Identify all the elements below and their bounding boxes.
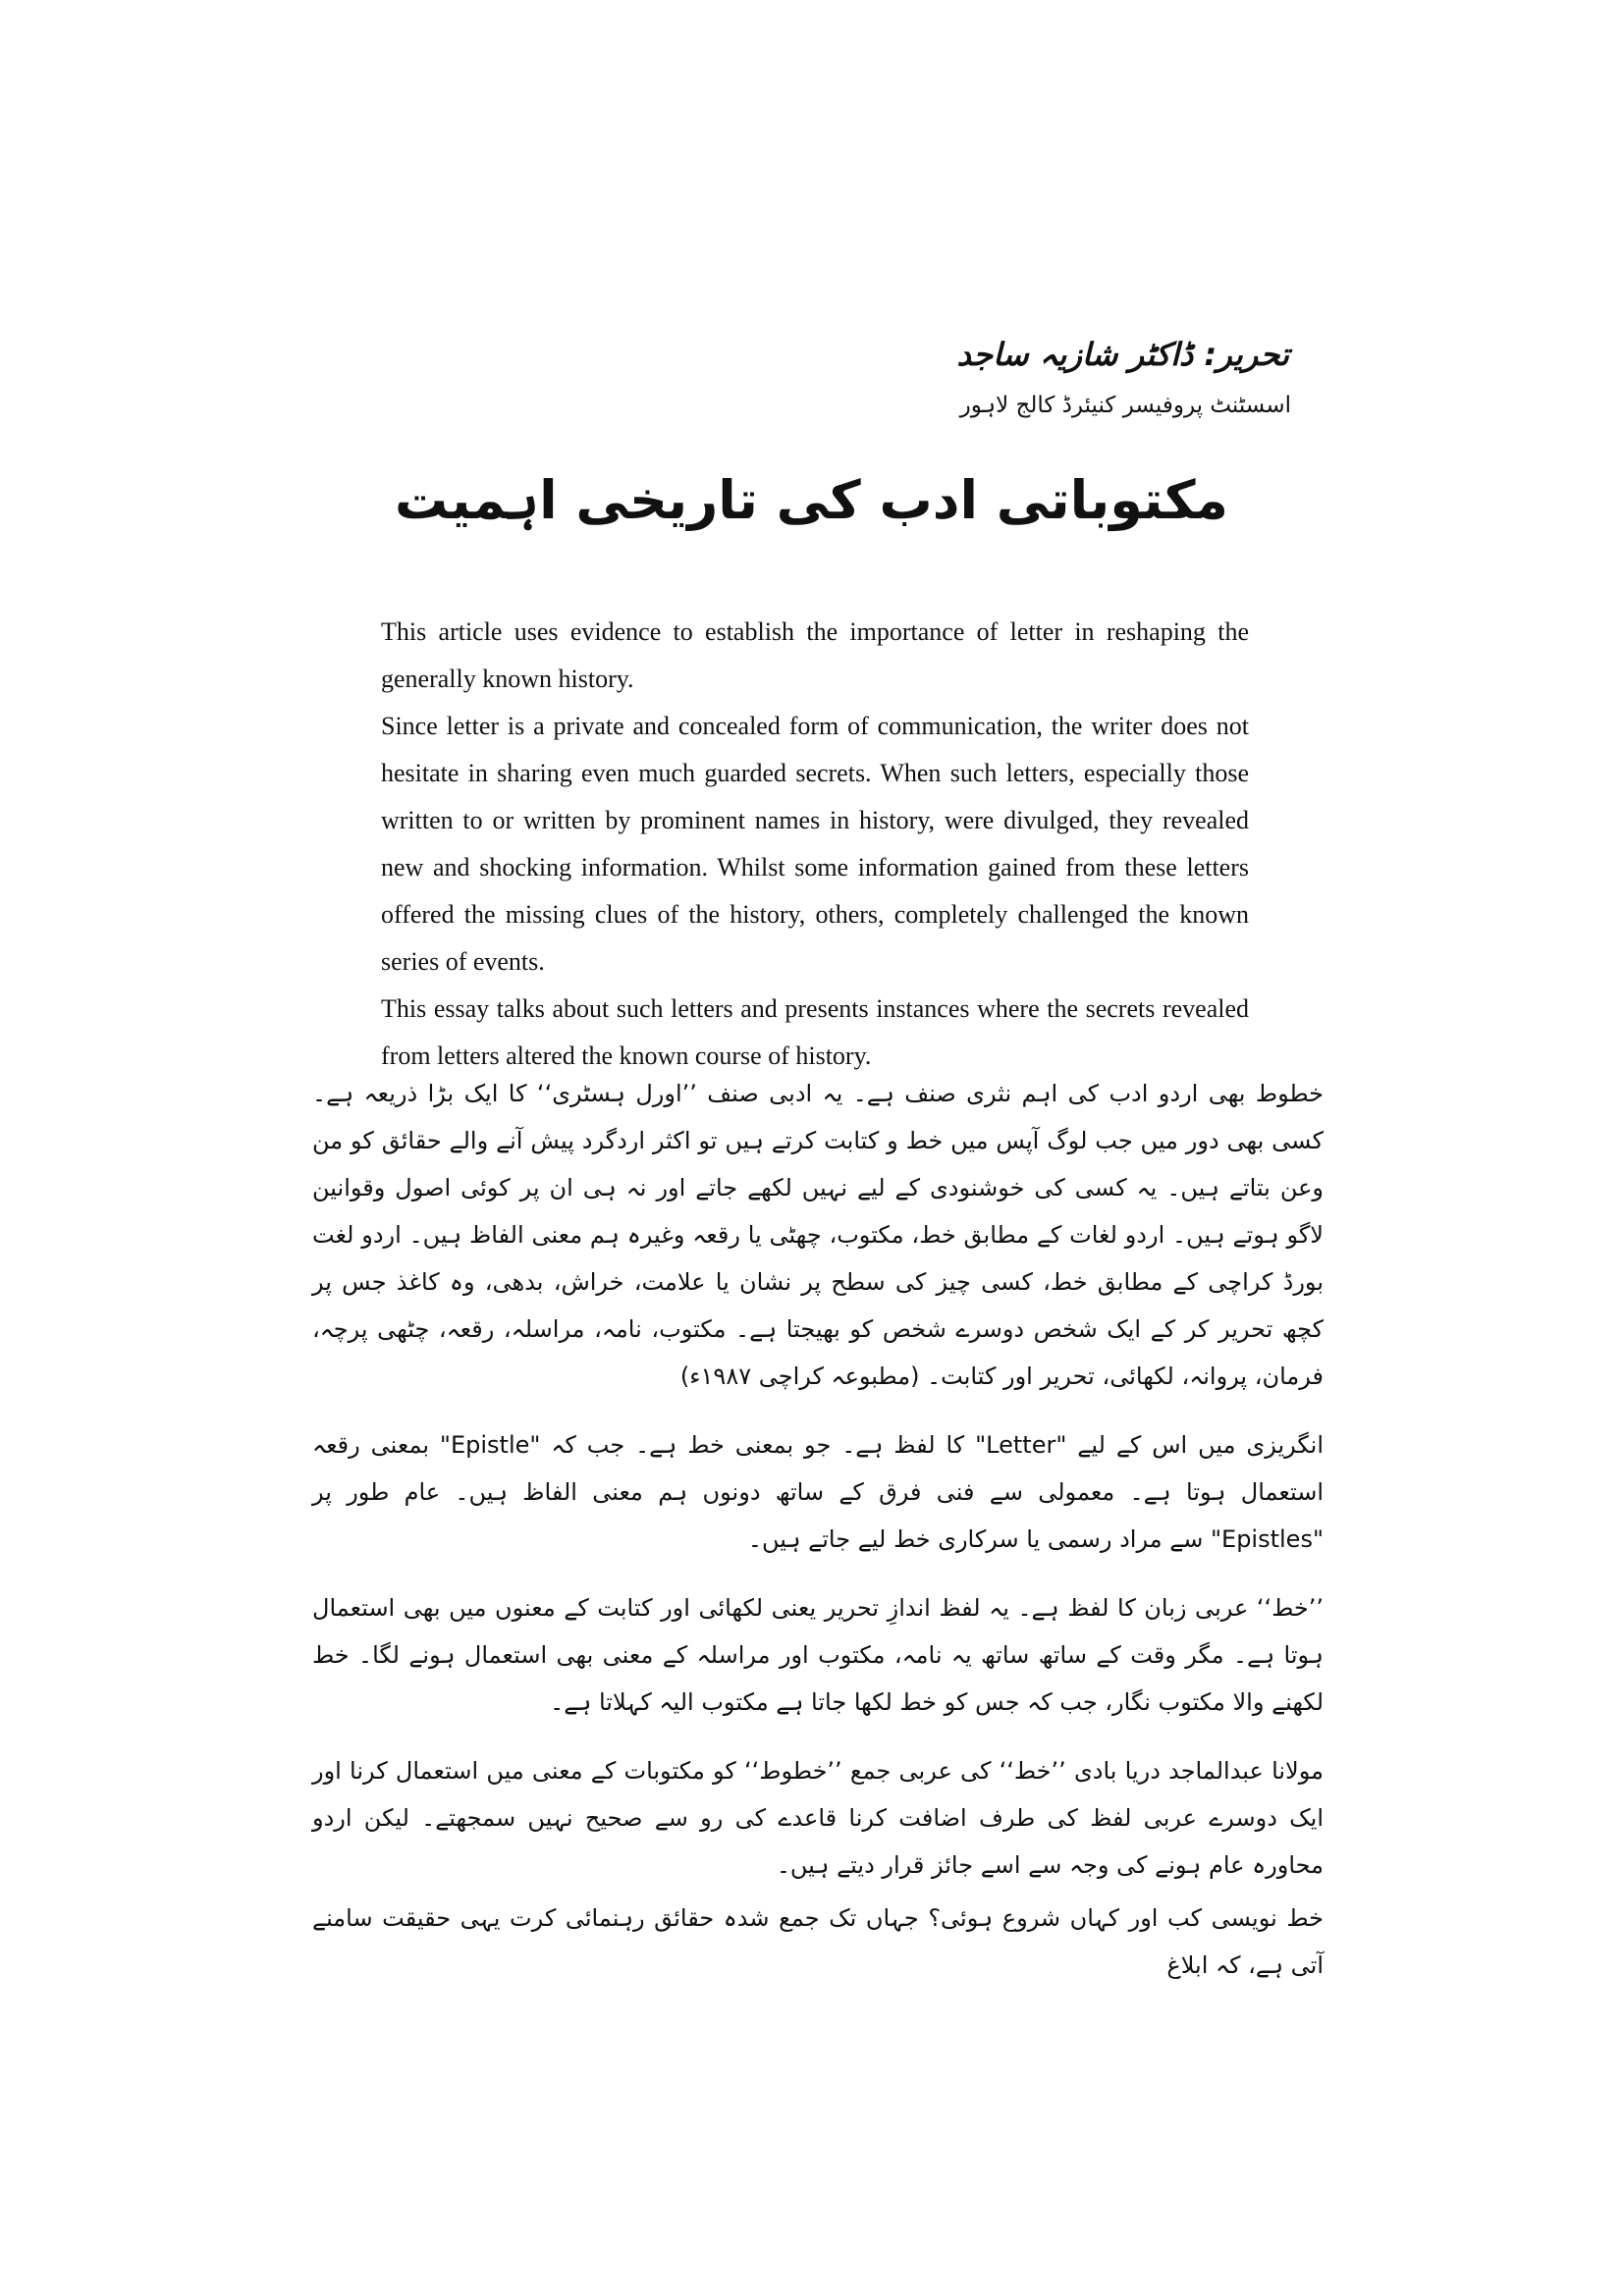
body-paragraph: خطوط بھی اردو ادب کی اہم نثری صنف ہے۔ یہ ادبی صنف ’’اورل ہسٹری‘‘ کا ایک بڑا ذریعہ ہے۔ کسی بھی دور میں جب لوگ آپس میں خط و کتابت کرتے ہیں تو اکثر اردگرد پیش آنے والے حقائق کو من وعن بتاتے ہیں۔ یہ کسی کی خوشنودی کے لیے نہیں لکھے جاتے اور نہ ہی ان پر کوئی اصول وقوانین لاگو ہوتے ہیں۔ اردو لغات کے مطابق خط، مکتوب، چھٹی یا رقعہ وغیرہ ہم معنی الفاظ ہیں۔ اردو لغت بورڈ کراچی کے مطابق خط، کسی چیز کی سطح پر نشان یا علامت، خراش، بدھی، وہ کاغذ جس پر کچھ تحریر کر کے ایک شخص دوسرے شخص کو بھیجتا ہے۔ مکتوب، نامہ، مراسلہ، رقعہ، چٹھی پرچہ، فرمان، پروانہ، لکھائی، تحریر اور کتابت۔ (مطبوعہ کراچی ۱۹۸۷ء) [312, 1080, 1325, 1390]
author-name: تحریر: ڈاکٹر شازیہ ساجد [956, 336, 1289, 373]
urdu-body [312, 1070, 1324, 2010]
article-title: مکتوباتی ادب کی تاریخی اہمیت [395, 469, 1228, 531]
abstract-paragraph: Since letter is a private and concealed form of communication, the writer does not hesitate in sharing even much guarded secrets. When such letters, especially those written to or written by prominent names in history, were divulged, they revealed new and shocking information. Whilst some information gained from these letters offered the missing clues of the history, others, completely challenged the known series of events. [381, 712, 1249, 976]
english-abstract [381, 609, 1249, 1080]
abstract-paragraph: This essay talks about such letters and presents instances where the secrets revealed from letters altered the known course of history. [381, 994, 1249, 1070]
author-affiliation: اسسٹنٹ پروفیسر کنیئرڈ کالج لاہور [959, 393, 1291, 418]
body-paragraph: مولانا عبدالماجد دریا بادی ’’خط‘‘ کی عربی جمع ’’خطوط‘‘ کو مکتوبات کے معنی میں استعمال کرنا اور ایک دوسرے عربی لفظ کی طرف اضافت کرنا قاعدے کی رو سے صحیح نہیں سمجھتے۔ لیکن اردو محاورہ عام ہونے کی وجہ سے اسے جائز قرار دیتے ہیں۔ [312, 1757, 1324, 1879]
body-paragraph: ’’خط‘‘ عربی زبان کا لفظ ہے۔ یہ لفظ اندازِ تحریر یعنی لکھائی اور کتابت کے معنوں میں بھی استعمال ہوتا ہے۔ مگر وقت کے ساتھ ساتھ یہ نامہ، مکتوب اور مراسلہ کے معنی بھی استعمال ہونے لگا۔ خط لکھنے والا مکتوب نگار، جب کہ جس کو خط لکھا جاتا ہے مکتوب الیہ کہلاتا ہے۔ [312, 1594, 1324, 1716]
body-paragraph: خط نویسی کب اور کہاں شروع ہوئی؟ جہاں تک جمع شدہ حقائق رہنمائی کرت یہی حقیقت سامنے آتی ہے، کہ ابلاغ [312, 1904, 1324, 1979]
abstract-paragraph: This article uses evidence to establish the importance of letter in reshaping the generally known history. [381, 617, 1249, 693]
body-paragraph: انگریزی میں اس کے لیے "Letter" کا لفظ ہے۔ جو بمعنی خط ہے۔ جب کہ "Epistle" بمعنی رقعہ استعمال ہوتا ہے۔ معمولی سے فنی فرق کے ساتھ دونوں ہم معنی الفاظ ہیں۔ عام طور پر "Epistles" سے مراد رسمی یا سرکاری خط لیے جاتے ہیں۔ [312, 1431, 1324, 1553]
